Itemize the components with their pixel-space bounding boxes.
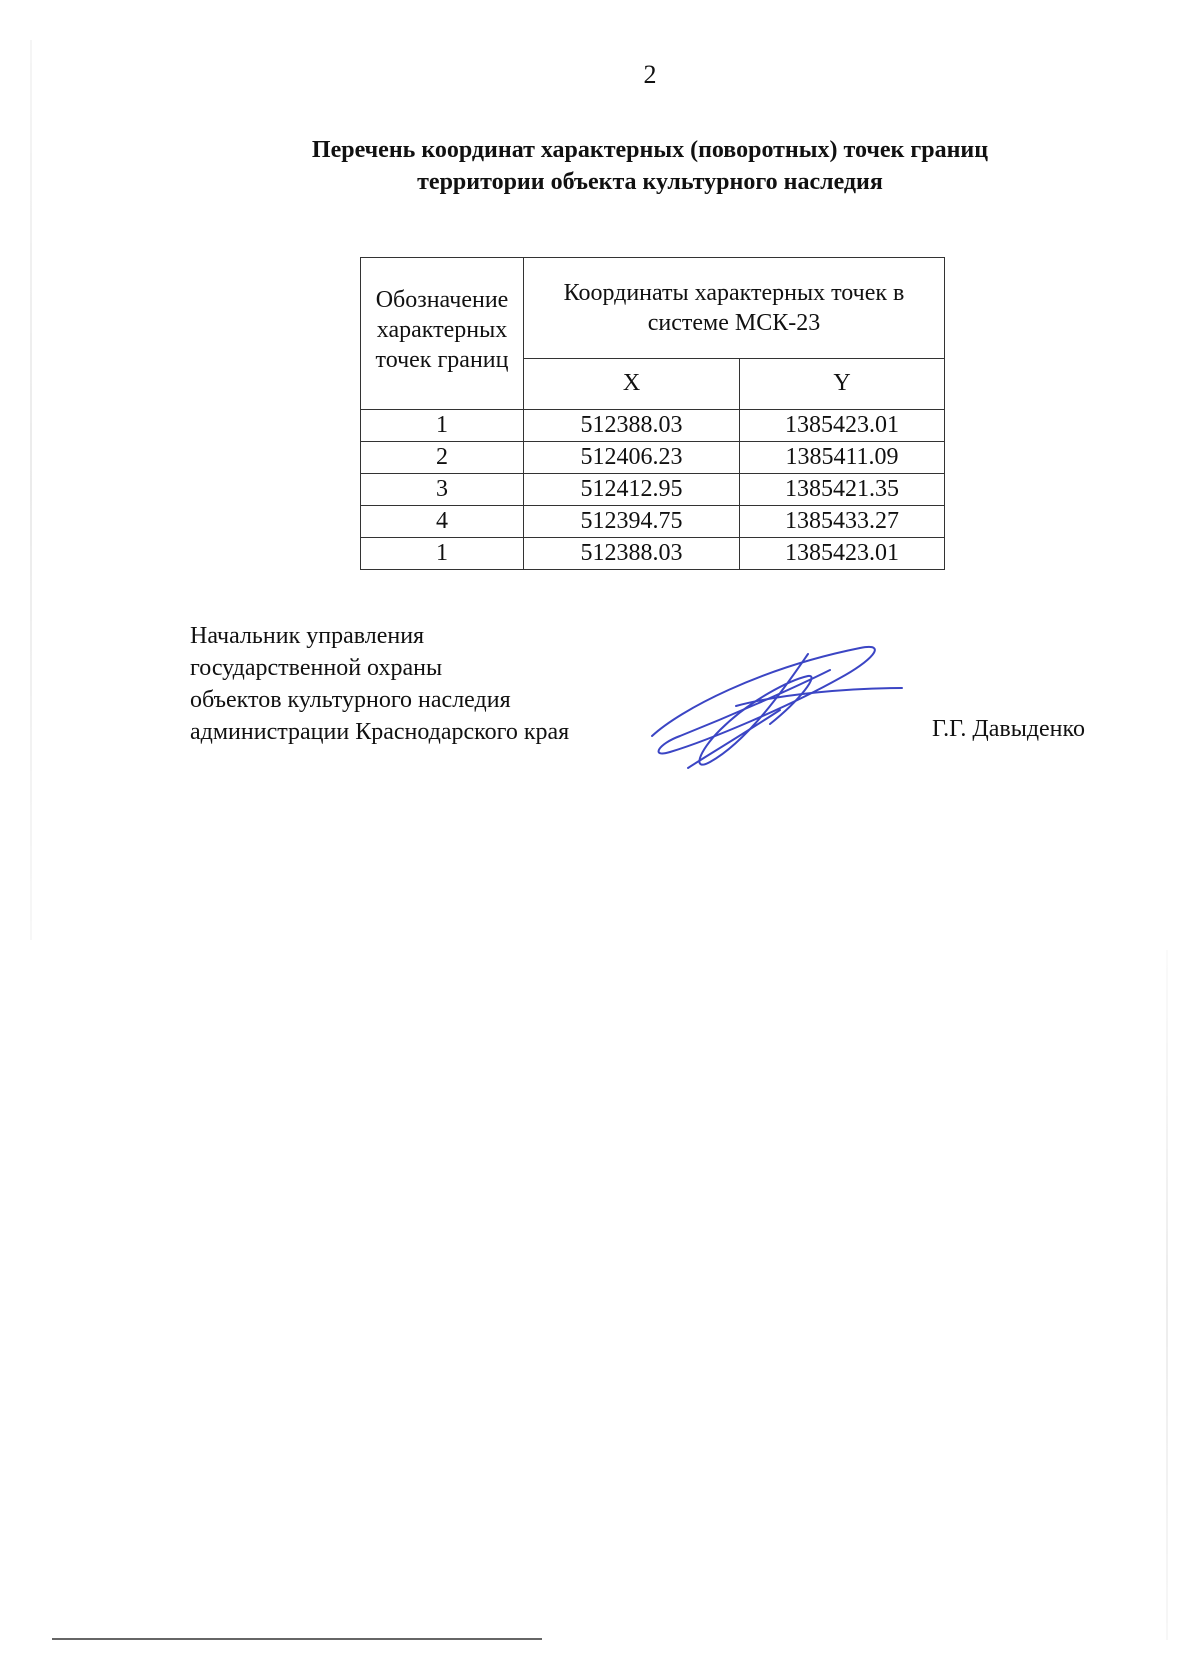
cell-point: 1	[361, 410, 524, 442]
signature-strokes	[652, 647, 902, 768]
table-row	[361, 442, 945, 474]
table-row	[361, 474, 945, 506]
signer-position-line: государственной охраны	[190, 655, 443, 681]
cell-y: 1385411.09	[740, 442, 945, 474]
page-number: 2	[643, 60, 657, 89]
cell-y: 1385423.01	[740, 410, 945, 442]
cell-y: 1385421.35	[740, 474, 945, 506]
cell-x: 512388.03	[524, 538, 740, 570]
document-title	[230, 134, 1070, 198]
signer-name: Г.Г. Давыденко	[932, 716, 1085, 742]
footer-divider	[52, 1638, 542, 1640]
title-line-2: территории объекта культурного наследия	[417, 169, 883, 195]
signer-position	[190, 620, 569, 748]
header-coordinates	[524, 258, 945, 359]
coordinates-table	[360, 257, 945, 570]
table-row	[361, 538, 945, 570]
cell-x: 512394.75	[524, 506, 740, 538]
header-y: Y	[740, 358, 945, 409]
scan-edge-right	[1166, 950, 1168, 1640]
scan-edge-left	[30, 40, 32, 940]
table-row	[361, 410, 945, 442]
header-designation-line: характерных	[376, 316, 508, 343]
signer-position-line: администрации Краснодарского края	[190, 719, 570, 745]
header-x: X	[524, 358, 740, 409]
signer-position-line: Начальник управления	[190, 623, 425, 649]
cell-y: 1385423.01	[740, 538, 945, 570]
table-row	[361, 506, 945, 538]
cell-point: 4	[361, 506, 524, 538]
cell-point: 3	[361, 474, 524, 506]
handwritten-signature	[640, 640, 920, 780]
cell-x: 512388.03	[524, 410, 740, 442]
header-designation-line: точек границ	[375, 346, 509, 373]
header-coordinates-line: Координаты характерных точек в	[563, 279, 905, 306]
header-coordinates-line: системе МСК-23	[647, 309, 821, 336]
cell-x: 512412.95	[524, 474, 740, 506]
cell-point: 1	[361, 538, 524, 570]
signer-position-line: объектов культурного наследия	[190, 687, 511, 713]
cell-x: 512406.23	[524, 442, 740, 474]
header-designation	[361, 258, 524, 410]
cell-point: 2	[361, 442, 524, 474]
header-designation-line: Обозначение	[375, 286, 509, 313]
cell-y: 1385433.27	[740, 506, 945, 538]
title-line-1: Перечень координат характерных (поворотных) точек границ	[311, 137, 989, 163]
